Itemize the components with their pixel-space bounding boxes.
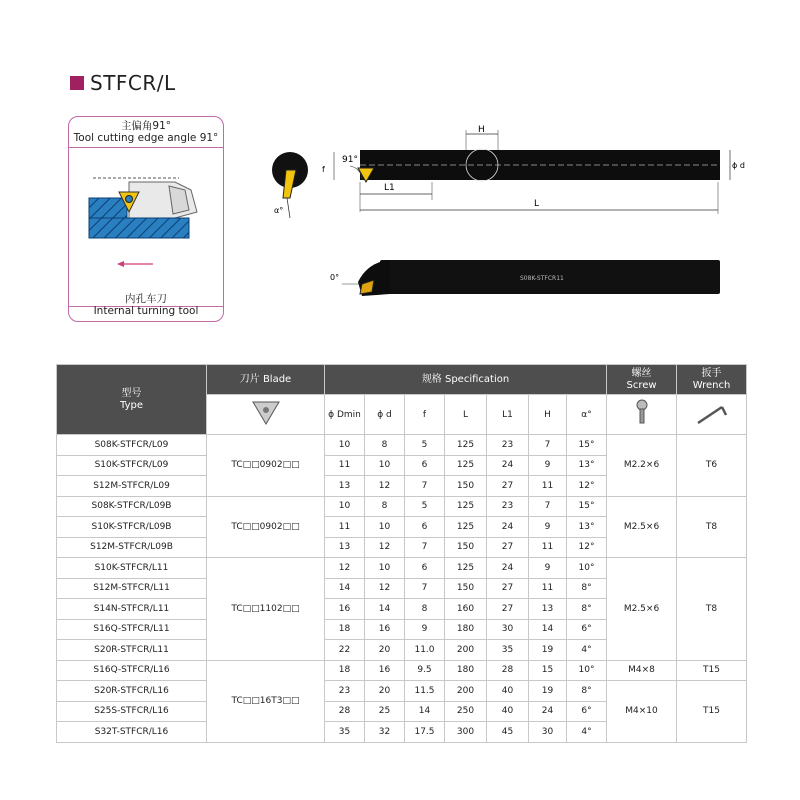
spec-cell: 13 xyxy=(325,537,365,558)
spec-cell: 150 xyxy=(445,537,487,558)
type-cell: S25S-STFCR/L16 xyxy=(57,701,207,722)
type-en: Type xyxy=(120,399,143,411)
spec-cell: 10 xyxy=(365,558,405,579)
spec-cell: 15° xyxy=(567,435,607,456)
screw-cell: M2.5×6 xyxy=(607,558,677,661)
tool-drawing xyxy=(250,120,750,320)
spec-cell: 35 xyxy=(487,640,529,661)
spec-cell: 13° xyxy=(567,517,607,538)
type-cell: S14N-STFCR/L11 xyxy=(57,599,207,620)
spec-cell: 150 xyxy=(445,578,487,599)
angle-0-label: 0° xyxy=(330,273,340,282)
title-marker xyxy=(70,76,84,90)
table-row xyxy=(57,435,747,456)
spec-cell: 12 xyxy=(365,476,405,497)
type-cell: S16Q-STFCR/L16 xyxy=(57,660,207,681)
spec-cell: 28 xyxy=(325,701,365,722)
spec-cell: 11 xyxy=(529,537,567,558)
spec-cell: 7 xyxy=(529,435,567,456)
spec-cell: 125 xyxy=(445,517,487,538)
spec-cell: 160 xyxy=(445,599,487,620)
screw-icon xyxy=(607,395,677,435)
spec-cell: 7 xyxy=(405,476,445,497)
type-cell: S12M-STFCR/L09 xyxy=(57,476,207,497)
spec-cell: 40 xyxy=(487,681,529,702)
spec-cell: 5 xyxy=(405,435,445,456)
spec-cell: 14 xyxy=(529,619,567,640)
spec-cell: 14 xyxy=(365,599,405,620)
spec-cell: 6° xyxy=(567,619,607,640)
spec-cell: 27 xyxy=(487,537,529,558)
card-angle-cn: 主偏角91° xyxy=(120,120,172,132)
spec-table xyxy=(56,364,747,743)
spec-cell: 8 xyxy=(365,435,405,456)
spec-cell: 15 xyxy=(529,660,567,681)
spec-cell: 9 xyxy=(529,517,567,538)
spec-cell: 8 xyxy=(365,496,405,517)
screw-cell: M4×8 xyxy=(607,660,677,681)
shank-marking: S08K-STFCR11 xyxy=(520,275,564,282)
title-text: STFCR/L xyxy=(90,71,176,95)
col-alpha: α° xyxy=(567,395,607,435)
spec-cell: 18 xyxy=(325,660,365,681)
screw-cn: 螺丝 xyxy=(631,367,652,379)
wrench-cell: T15 xyxy=(677,660,747,681)
spec-cell: 6 xyxy=(405,558,445,579)
spec-cell: 30 xyxy=(487,619,529,640)
spec-cell: 10 xyxy=(325,496,365,517)
blade-cell: TC□□1102□□ xyxy=(207,558,325,661)
spec-cell: 200 xyxy=(445,681,487,702)
spec-cell: 27 xyxy=(487,599,529,620)
spec-cell: 125 xyxy=(445,558,487,579)
spec-cell: 19 xyxy=(529,681,567,702)
spec-cell: 27 xyxy=(487,476,529,497)
screw-cell: M2.5×6 xyxy=(607,496,677,558)
spec-cell: 23 xyxy=(487,496,529,517)
spec-cell: 250 xyxy=(445,701,487,722)
col-l: L xyxy=(445,395,487,435)
spec-cell: 5 xyxy=(405,496,445,517)
spec-cell: 16 xyxy=(325,599,365,620)
spec-cell: 6 xyxy=(405,517,445,538)
header-blade: 刀片 Blade xyxy=(207,365,325,395)
spec-cell: 8° xyxy=(567,681,607,702)
type-cell: S20R-STFCR/L11 xyxy=(57,640,207,661)
spec-cell: 27 xyxy=(487,578,529,599)
spec-cell: 8° xyxy=(567,578,607,599)
spec-cell: 20 xyxy=(365,681,405,702)
spec-cell: 10 xyxy=(365,455,405,476)
spec-cell: 12 xyxy=(325,558,365,579)
wrench-en: Wrench xyxy=(692,379,731,391)
type-cell: S10K-STFCR/L09B xyxy=(57,517,207,538)
spec-cell: 13° xyxy=(567,455,607,476)
spec-cell: 180 xyxy=(445,660,487,681)
spec-cell: 22 xyxy=(325,640,365,661)
card-label-en: Internal turning tool xyxy=(93,305,199,317)
dim-d-label: ϕ d xyxy=(732,161,745,170)
blade-icon xyxy=(207,395,325,435)
spec-cell: 9 xyxy=(405,619,445,640)
spec-cell: 125 xyxy=(445,496,487,517)
spec-cell: 11.0 xyxy=(405,640,445,661)
header-screw xyxy=(607,365,677,395)
tool-type-card xyxy=(68,116,224,322)
spec-cell: 45 xyxy=(487,722,529,743)
type-cn: 型号 xyxy=(121,387,142,399)
spec-cell: 13 xyxy=(529,599,567,620)
spec-cell: 7 xyxy=(529,496,567,517)
wrench-cell: T8 xyxy=(677,496,747,558)
col-h: H xyxy=(529,395,567,435)
dim-f-label: f xyxy=(322,165,325,174)
header-spec: 规格 Specification xyxy=(325,365,607,395)
col-l1: L1 xyxy=(487,395,529,435)
spec-cell: 8 xyxy=(405,599,445,620)
dim-h-label: H xyxy=(478,125,485,135)
type-cell: S12M-STFCR/L11 xyxy=(57,578,207,599)
spec-rows xyxy=(57,435,747,743)
spec-cell: 200 xyxy=(445,640,487,661)
spec-cell: 28 xyxy=(487,660,529,681)
spec-cell: 180 xyxy=(445,619,487,640)
spec-cell: 10 xyxy=(365,517,405,538)
spec-cell: 23 xyxy=(325,681,365,702)
blade-cell: TC□□0902□□ xyxy=(207,496,325,558)
header-wrench xyxy=(677,365,747,395)
wrench-cell: T8 xyxy=(677,558,747,661)
type-cell: S32T-STFCR/L16 xyxy=(57,722,207,743)
spec-cell: 125 xyxy=(445,435,487,456)
spec-cell: 11 xyxy=(325,455,365,476)
type-cell: S16Q-STFCR/L11 xyxy=(57,619,207,640)
spec-cell: 20 xyxy=(365,640,405,661)
wrench-cell: T15 xyxy=(677,681,747,743)
tool-illustration xyxy=(69,147,223,307)
spec-cell: 24 xyxy=(487,455,529,476)
type-cell: S10K-STFCR/L09 xyxy=(57,455,207,476)
spec-cell: 25 xyxy=(365,701,405,722)
type-cell: S20R-STFCR/L16 xyxy=(57,681,207,702)
spec-cell: 11.5 xyxy=(405,681,445,702)
dim-l-label: L xyxy=(534,199,540,209)
spec-cell: 4° xyxy=(567,722,607,743)
spec-cell: 24 xyxy=(487,558,529,579)
card-angle-en: Tool cutting edge angle 91° xyxy=(73,132,219,144)
spec-cell: 11 xyxy=(529,578,567,599)
spec-cell: 23 xyxy=(487,435,529,456)
wrench-cell: T6 xyxy=(677,435,747,497)
spec-cell: 300 xyxy=(445,722,487,743)
page-title xyxy=(70,70,176,96)
wrench-icon xyxy=(677,395,747,435)
spec-cell: 40 xyxy=(487,701,529,722)
spec-cell: 6 xyxy=(405,455,445,476)
table-row xyxy=(57,558,747,579)
angle-91-label: 91° xyxy=(342,155,358,165)
spec-cell: 17.5 xyxy=(405,722,445,743)
type-cell: S08K-STFCR/L09B xyxy=(57,496,207,517)
type-cell: S08K-STFCR/L09 xyxy=(57,435,207,456)
card-label-cn: 内孔车刀 xyxy=(125,293,167,305)
card-footer xyxy=(69,293,223,317)
card-header xyxy=(69,120,223,144)
spec-cell: 8° xyxy=(567,599,607,620)
table-row xyxy=(57,681,747,702)
col-d: ϕ d xyxy=(365,395,405,435)
spec-cell: 24 xyxy=(529,701,567,722)
spec-cell: 6° xyxy=(567,701,607,722)
spec-cell: 11 xyxy=(325,517,365,538)
spec-cell: 7 xyxy=(405,578,445,599)
spec-cell: 35 xyxy=(325,722,365,743)
spec-cell: 12 xyxy=(365,537,405,558)
col-dmin: ϕ Dmin xyxy=(325,395,365,435)
spec-cell: 10° xyxy=(567,558,607,579)
type-cell: S10K-STFCR/L11 xyxy=(57,558,207,579)
spec-cell: 12° xyxy=(567,537,607,558)
spec-cell: 10 xyxy=(325,435,365,456)
spec-cell: 18 xyxy=(325,619,365,640)
spec-cell: 16 xyxy=(365,660,405,681)
spec-cell: 32 xyxy=(365,722,405,743)
blade-cell: TC□□16T3□□ xyxy=(207,660,325,742)
spec-cell: 9.5 xyxy=(405,660,445,681)
spec-cell: 13 xyxy=(325,476,365,497)
spec-cell: 4° xyxy=(567,640,607,661)
spec-cell: 30 xyxy=(529,722,567,743)
spec-cell: 7 xyxy=(405,537,445,558)
internal-turning-illustration xyxy=(69,148,223,306)
screw-en: Screw xyxy=(626,379,657,391)
spec-cell: 16 xyxy=(365,619,405,640)
spec-cell: 9 xyxy=(529,455,567,476)
spec-cell: 12 xyxy=(365,578,405,599)
spec-cell: 14 xyxy=(405,701,445,722)
header-type xyxy=(57,365,207,435)
spec-cell: 19 xyxy=(529,640,567,661)
spec-cell: 12° xyxy=(567,476,607,497)
spec-cell: 14 xyxy=(325,578,365,599)
spec-cell: 125 xyxy=(445,455,487,476)
table-row xyxy=(57,496,747,517)
table-row xyxy=(57,660,747,681)
spec-cell: 9 xyxy=(529,558,567,579)
spec-cell: 15° xyxy=(567,496,607,517)
wrench-cn: 扳手 xyxy=(701,367,722,379)
spec-cell: 11 xyxy=(529,476,567,497)
col-f: f xyxy=(405,395,445,435)
alpha-label: α° xyxy=(274,206,284,215)
blade-cell: TC□□0902□□ xyxy=(207,435,325,497)
spec-cell: 10° xyxy=(567,660,607,681)
dim-l1-label: L1 xyxy=(384,183,395,193)
screw-cell: M4×10 xyxy=(607,681,677,743)
type-cell: S12M-STFCR/L09B xyxy=(57,537,207,558)
spec-cell: 24 xyxy=(487,517,529,538)
spec-cell: 150 xyxy=(445,476,487,497)
screw-cell: M2.2×6 xyxy=(607,435,677,497)
